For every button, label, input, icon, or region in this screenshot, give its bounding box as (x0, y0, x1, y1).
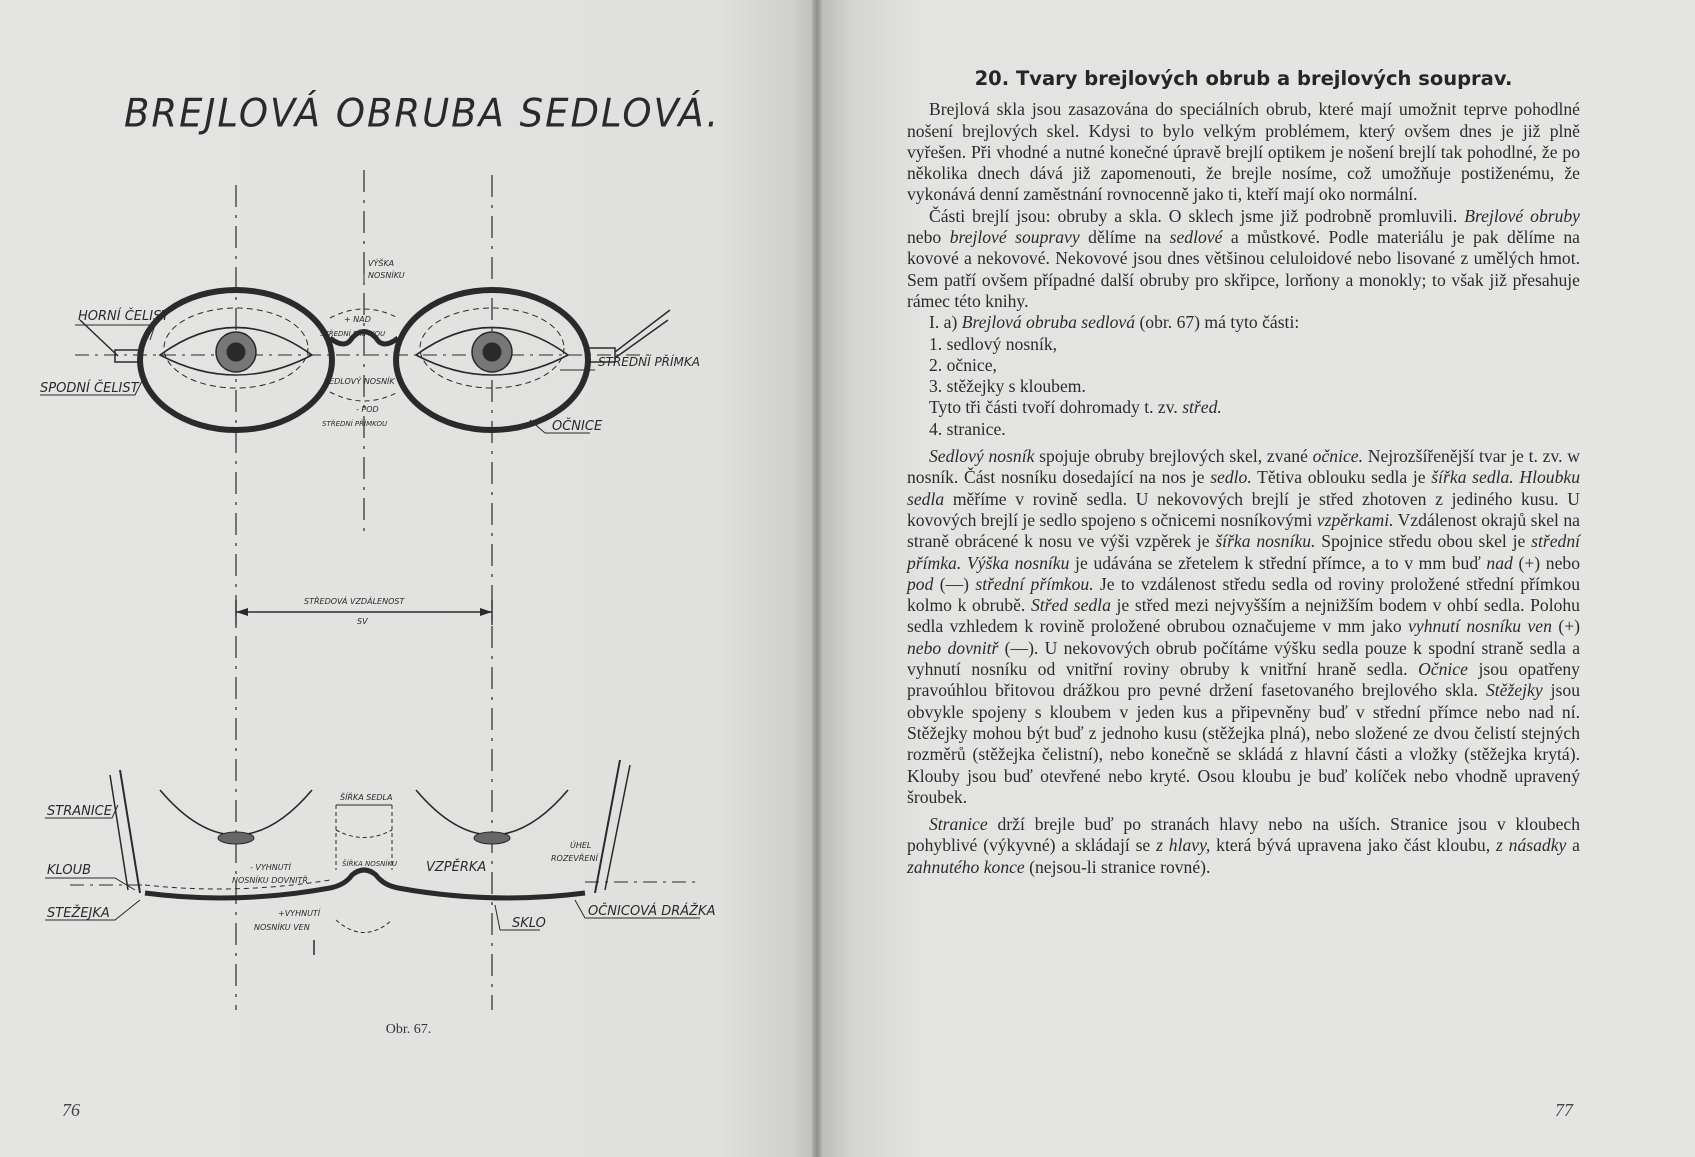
label-vyhnuti-dovnitr-1: - VYHNUTÍ (250, 863, 291, 872)
label-vyhnuti-ven-1: +VYHNUTÍ (278, 909, 321, 918)
label-sedlovy-nosnik: SEDLOVÝ NOSNÍK (324, 377, 395, 386)
label-uhel-2: ROZEVŘENÍ (551, 854, 598, 863)
text-column (907, 68, 1580, 878)
label-vyska-nosniku-2: NOSNÍKU (368, 271, 405, 280)
list-item: 3. stěžejky s kloubem. (929, 376, 1086, 397)
label-pod-1: - POD (356, 405, 379, 414)
label-uhel-1: ÚHEL (570, 841, 592, 850)
figure-caption: Obr. 67. (385, 1022, 432, 1037)
label-horni-celist: HORNÍ ČELIST (78, 309, 170, 324)
left-page (0, 0, 817, 1157)
page-number-left: 76 (62, 1100, 80, 1120)
list-note: Tyto tři části tvoří dohromady t. zv. střed. (929, 397, 1222, 418)
label-sirka-sedla: ŠÍŘKA SEDLA (340, 793, 393, 802)
spectacle-frame-diagram (0, 0, 817, 1157)
label-vyska-nosniku-1: VÝŠKA (368, 259, 395, 268)
paragraph-4: Stranice drží brejle buď po stranách hlavy nebo na uších. Stranice jsou v kloubech pohyblivé (výkyvné) a skládají se z hlavy, která bývá upravena jako část kloubu, z násadky a zahnutého konce (nejsou-li stranice rovné). (907, 814, 1580, 877)
label-sirka-nosniku: ŠÍŘKA NOSNÍKU (342, 860, 398, 868)
right-page (817, 0, 1695, 1157)
list-item: 1. sedlový nosník, (929, 333, 1058, 354)
list-item: 4. stranice. (929, 418, 1006, 439)
paragraph-1: Brejlová skla jsou zasazována do speciálních obrub, které mají umožnit teprve pohodlné nošení brejlových skel. Kdysi to bylo velkým problémem, který ovšem dnes je již plně vyřešen. Při vhodné a nutné konečné úpravě brejlí optikem je nošení brejlí tak pohodlné, že po několika dnech dává již zapomenouti, že brejle nosíme, což umožňuje postiženému, že vykonává denní zaměstnání rovnocenně jako ti, kteří mají oko normální. (907, 99, 1580, 205)
label-ocnicova-drazka: OČNICOVÁ DRÁŽKA (588, 904, 716, 919)
label-ocnice: OČNICE (552, 419, 603, 434)
label-stezejka: STEŽEJKA (47, 906, 110, 921)
label-stranice: STRANICE (47, 804, 112, 819)
label-pod-2: STŘEDNÍ PŘÍMKOU (322, 420, 388, 428)
list-intro: I. a) Brejlová obruba sedlová (obr. 67) má tyto části: (929, 312, 1300, 333)
label-sv: SV (357, 617, 368, 626)
page-number-right: 77 (1555, 1100, 1573, 1120)
label-vzperka: VZPĚRKA (426, 860, 487, 875)
label-sklo: SKLO (512, 916, 546, 931)
book-gutter (812, 0, 822, 1157)
label-vyhnuti-ven-2: NOSNÍKU VEN (254, 923, 310, 932)
label-stredni-primka: STŘEDNÍ PŘÍMKA (598, 355, 700, 369)
figure-title: BREJLOVÁ OBRUBA SEDLOVÁ. (124, 90, 721, 137)
section-heading: 20. Tvary brejlových obrub a brejlových souprav. (974, 67, 1513, 90)
label-stredova-vzdalenost: STŘEDOVÁ VZDÁLENOST (304, 597, 405, 606)
label-vyhnuti-dovnitr-2: NOSNÍKU DOVNITŘ (232, 876, 308, 885)
paragraph-2: Části brejlí jsou: obruby a skla. O sklech jsme již podrobně promluvili. Brejlové obruby nebo brejlové soupravy dělíme na sedlové a můstkové. Podle materiálu je pak dělíme na kovové a nekovové. Nekovové jsou dnes většinou celuloidové nebo lisované z umělých hmot. Sem patří ovšem případné další obruby pro skřipce, lorňony a monokly; to však již přesahuje rámec této knihy. (907, 205, 1580, 311)
label-spodni-celist: SPODNÍ ČELIST (40, 381, 139, 396)
list-item: 2. očnice, (929, 354, 997, 375)
label-kloub: KLOUB (47, 863, 92, 878)
label-nad-2: STŘEDNÍ PŘÍMKOU (320, 330, 386, 338)
paragraph-3: Sedlový nosník spojuje obruby brejlových skel, zvané očnice. Nejrozšířenější tvar je t. zv. w nosník. Část nosníku dosedající na nos je sedlo. Tětiva oblouku sedla je šířka sedla. Hloubku sedla měříme v rovině sedla. U nekovových brejlí je střed zhotoven z jediného kusu. U kovových brejlí je sedlo spojeno s očnicemi nosníkovými vzpěrkami. Vzdálenost okrajů skel na straně obrácené k nosu ve výši vzpěrek je šířka nosníku. Spojnice středu obou skel je střední přímka. Výška nosníku je udávána se zřetelem k střední přímce, a to v mm buď nad (+) nebo pod (—) střední přímkou. Je to vzdálenost středu sedla od roviny proložené střední přímkou kolmo k obrubě. Střed sedla je střed mezi nejvyšším a nejnižším bodem v ohbí sedla. Polohu sedla vzhledem k rovině proložené obrubou označujeme v mm jako vyhnutí nosníku ven (+) nebo dovnitř (—). U nekovových obrub počítáme výšku sedla pouze k spodní straně sedla a vyhnutí nosníku od vnitřní roviny obruby k vnitřní hraně sedla. Očnice jsou opatřeny pravoúhlou břitovou drážkou pro pevné držení fasetovaného brejlového skla. Stěžejky jsou obvykle spojeny s kloubem v jeden kus a připevněny buď v střední přímce nebo nad ní. Stěžejky mohou být buď z jednoho kusu (stěžejka plná), nebo složené ze dvou čelistí stejných rozměrů (stěžejka čelistní), nebo konečně se skládá z hlavní části a vložky (stěžejka krytá). Klouby jsou buď otevřené nebo kryté. Osou kloubu je buď kolíček nebo vhodně upravený šroubek. (907, 446, 1581, 807)
label-nad-1: + NAD (344, 315, 371, 324)
